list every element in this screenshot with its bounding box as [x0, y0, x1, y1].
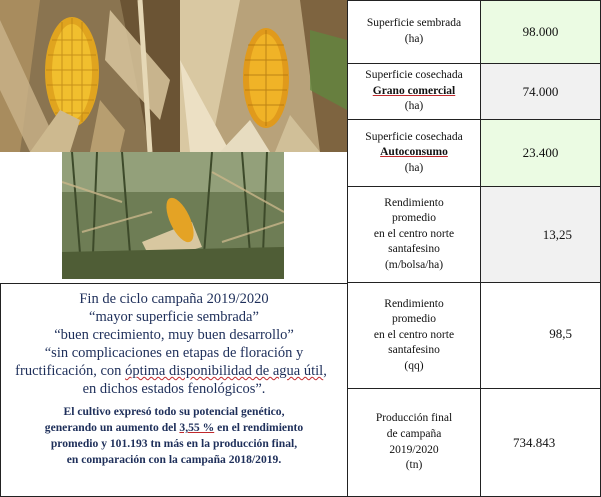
- label-line: Superficie sembrada: [366, 17, 462, 30]
- increase-percentage: 3,55 %: [179, 421, 215, 434]
- label-line: 2019/2020: [389, 443, 439, 456]
- summary-conclusion: El cultivo expresó todo su potencial genético,: [63, 405, 285, 418]
- summary-box: [0, 283, 348, 497]
- label-superficie-cosechada-autoconsumo: [347, 119, 481, 187]
- summary-quote: [0, 362, 347, 380]
- quote-emphasis: óptima disponibilidad de agua útil: [125, 363, 324, 379]
- value-superficie-cosechada-autoconsumo: [480, 119, 601, 187]
- summary-quote: “sin complicaciones en etapas de floración y: [44, 345, 304, 361]
- value-text: 23.400: [522, 145, 559, 161]
- summary-conclusion: promedio y 101.193 tn más en la producción final,: [50, 437, 298, 450]
- label-line: en el centro norte: [373, 227, 455, 240]
- label-superficie-cosechada-grano: [347, 63, 481, 120]
- label-unit: (m/bolsa/ha): [384, 258, 444, 271]
- summary-conclusion: en comparación con la campaña 2018/2019.: [66, 453, 282, 466]
- label-unit: (ha): [404, 33, 424, 45]
- label-produccion-final: [347, 388, 481, 497]
- value-text: 98,5: [549, 326, 572, 341]
- label-line: Producción final: [375, 412, 453, 425]
- conclusion-text: en el rendimiento: [214, 421, 304, 434]
- value-text: 13,25: [542, 226, 572, 242]
- summary-conclusion: [1, 420, 347, 436]
- label-line: Rendimiento: [384, 196, 444, 209]
- quote-text: fructificación, con: [15, 363, 126, 379]
- corn-cob-photo-1: [0, 0, 180, 152]
- label-highlight: Grano comercial: [372, 84, 456, 97]
- label-line: Superficie cosechada: [365, 69, 463, 82]
- summary-quote: “mayor superficie sembrada”: [89, 309, 259, 325]
- label-line: santafesino: [388, 344, 440, 357]
- value-text: 74.000: [522, 83, 559, 99]
- value-superficie-sembrada: [480, 0, 601, 64]
- value-superficie-cosechada-grano: [480, 63, 601, 120]
- value-text: 734.843: [513, 434, 556, 450]
- label-superficie-sembrada: [347, 0, 481, 64]
- corn-cob-photo-2: [180, 0, 347, 152]
- label-unit: (ha): [404, 100, 424, 113]
- quote-text: ,: [323, 363, 327, 379]
- conclusion-text: generando un aumento del: [44, 421, 180, 434]
- label-line: santafesino: [388, 243, 440, 256]
- corn-field-photo: [62, 152, 284, 279]
- value-rendimiento-mbolsa: [480, 186, 601, 283]
- summary-title: Fin de ciclo campaña 2019/2020: [79, 291, 269, 307]
- value-rendimiento-qq: [480, 282, 601, 389]
- value-produccion-final: [480, 388, 601, 497]
- summary-quote: en dichos estados fenológicos”.: [82, 381, 266, 397]
- summary-quote: “buen crecimiento, muy buen desarrollo”: [54, 327, 294, 343]
- label-line: de campaña: [386, 427, 442, 440]
- value-text: 98.000: [522, 24, 559, 40]
- label-rendimiento-qq: [347, 282, 481, 389]
- label-unit: (qq): [404, 359, 424, 372]
- label-line: promedio: [391, 212, 437, 225]
- label-line: promedio: [391, 313, 437, 326]
- label-highlight: Autoconsumo: [380, 146, 448, 159]
- label-line: en el centro norte: [373, 328, 455, 341]
- label-unit: (ha): [404, 161, 424, 174]
- label-rendimiento-mbolsa: [347, 186, 481, 283]
- label-line: Superficie cosechada: [365, 130, 463, 143]
- label-line: Rendimiento: [384, 297, 444, 310]
- label-unit: (tn): [405, 459, 423, 472]
